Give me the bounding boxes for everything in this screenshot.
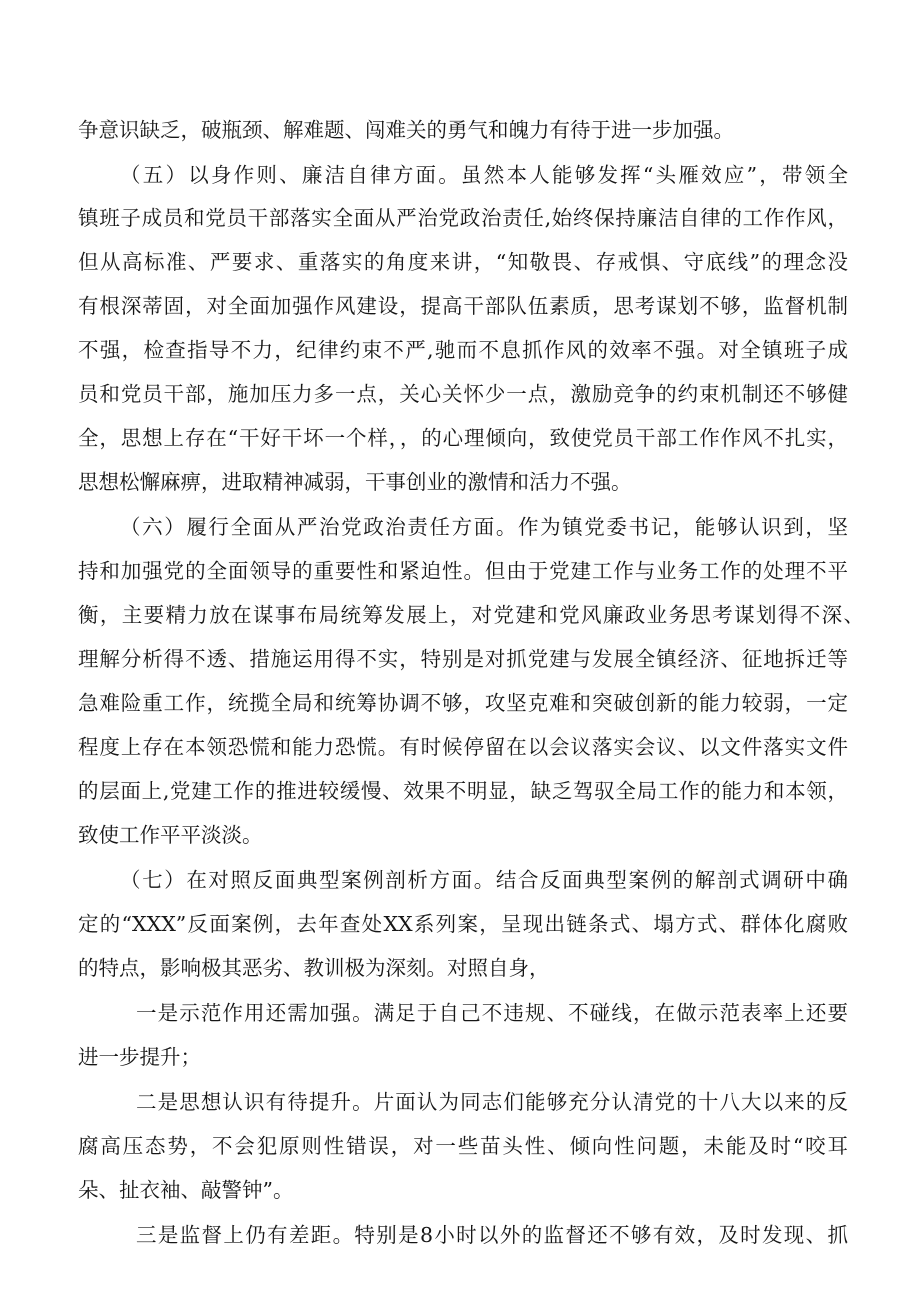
text-line: 朵、扯衣袖、敲警钟”。 <box>78 1178 294 1202</box>
text-line: 的特点，影响极其恶劣、教训极为深刻。对照自身， <box>78 956 550 980</box>
text-line: （七）在对照反面典型案例剖析方面。结合反面典型案例的解剖式调研中确 <box>120 868 848 892</box>
text-line: 进一步提升； <box>78 1045 201 1069</box>
text-line: 二是思想认识有待提升。片面认为同志们能够充分认清党的十八大以来的反 <box>136 1090 848 1114</box>
text-line: 思想松懈麻痹，进取精神减弱，干事创业的激情和活力不强。 <box>78 470 632 494</box>
text-line: 不强，检查指导不力，纪律约束不严,驰而不息抓作风的效率不强。对全镇班子成 <box>78 338 848 362</box>
text-line: 衡，主要精力放在谋事布局统筹发展上，对党建和党风廉政业务思考谋划得不深、 <box>78 603 864 627</box>
text-line: 理解分析得不透、措施运用得不实，特别是对抓党建与发展全镇经济、征地拆迁等 <box>78 647 848 671</box>
text-line: 定的“XXX”反面案例，去年查处XX系列案，呈现出链条式、塌方式、群体化腐败 <box>78 912 848 936</box>
text-line: 急难险重工作，统揽全局和统筹协调不够，攻坚克难和突破创新的能力较弱，一定 <box>78 691 848 715</box>
text-line: 持和加强党的全面领导的重要性和紧迫性。但由于党建工作与业务工作的处理不平 <box>78 559 848 583</box>
text-line: （五）以身作则、廉洁自律方面。虽然本人能够发挥“头雁效应”，带领全 <box>120 163 848 187</box>
text-line: 一是示范作用还需加强。满足于自己不违规、不碰线，在做示范表率上还要 <box>136 1001 848 1025</box>
text-line: 争意识缺乏，破瓶颈、解难题、闯难关的勇气和魄力有待于进一步加强。 <box>78 118 734 142</box>
text-line: 镇班子成员和党员干部落实全面从严治党政治责任,始终保持廉洁自律的工作作风， <box>78 206 848 230</box>
text-line: 但从高标准、严要求、重落实的角度来讲，“知敬畏、存戒惧、守底线”的理念没 <box>78 250 848 274</box>
text-line: 员和党员干部，施加压力多一点，关心关怀少一点，激励竞争的约束机制还不够健 <box>78 382 848 406</box>
text-line: 的层面上,党建工作的推进较缓慢、效果不明显，缺乏驾驭全局工作的能力和本领， <box>78 779 848 803</box>
text-line: 有根深蒂固，对全面加强作风建设，提高干部队伍素质，思考谋划不够，监督机制 <box>78 294 848 318</box>
text-line: 腐高压态势，不会犯原则性错误，对一些苗头性、倾向性问题，未能及时“咬耳 <box>78 1134 848 1158</box>
text-line: 三是监督上仍有差距。特别是8小时以外的监督还不够有效，及时发现、抓 <box>136 1223 848 1247</box>
text-line: 全，思想上存在“干好干坏一个样，，的心理倾向，致使党员干部工作作风不扎实， <box>78 426 848 450</box>
text-line: （六）履行全面从严治党政治责任方面。作为镇党委书记，能够认识到，坚 <box>120 515 848 539</box>
text-line: 程度上存在本领恐慌和能力恐慌。有时候停留在以会议落实会议、以文件落实文件 <box>78 735 848 759</box>
text-line: 致使工作平平淡淡。 <box>78 823 263 847</box>
